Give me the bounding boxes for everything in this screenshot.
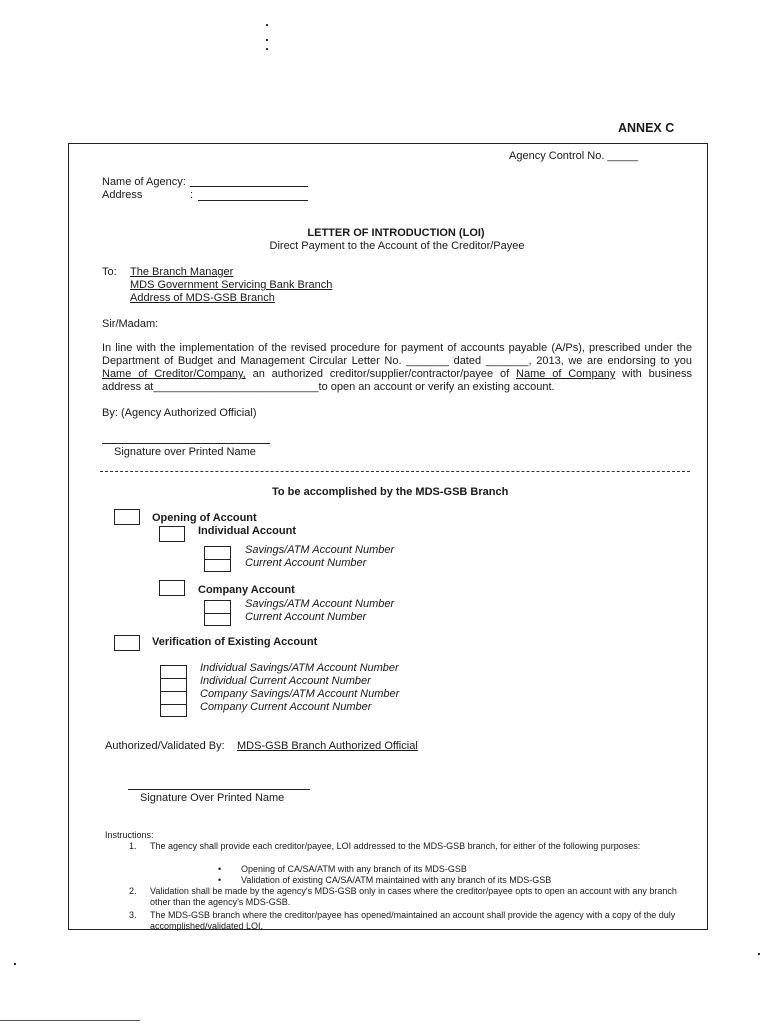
letter-body bbox=[102, 342, 692, 394]
signature-label-1: Signature over Printed Name bbox=[114, 446, 256, 458]
to-line-1: The Branch Manager bbox=[130, 266, 234, 278]
instruction-2: Validation shall be made by the agency's MDS-GSB only in cases where the creditor/payee opts to open an account with any branch other than the agency's MDS-GSB. bbox=[150, 886, 677, 907]
signature-line-1[interactable] bbox=[102, 443, 270, 444]
verify-individual-current-checkbox[interactable] bbox=[160, 678, 187, 691]
verify-individual-current-label: Individual Current Account Number bbox=[200, 675, 371, 687]
individual-account-checkbox[interactable] bbox=[159, 526, 185, 542]
verify-company-savings-label: Company Savings/ATM Account Number bbox=[200, 688, 400, 700]
instruction-number-2: 2. bbox=[129, 886, 137, 896]
verify-individual-savings-checkbox[interactable] bbox=[160, 665, 187, 678]
to-line-3: Address of MDS-GSB Branch bbox=[130, 292, 275, 304]
individual-account-label: Individual Account bbox=[198, 525, 296, 537]
signature-line-2[interactable] bbox=[128, 789, 310, 790]
address-field[interactable] bbox=[198, 200, 308, 201]
individual-savings-checkbox[interactable] bbox=[204, 546, 231, 559]
address-label: Address bbox=[102, 189, 143, 201]
instruction-bullet-2: Validation of existing CA/SA/ATM maintained with any branch of its MDS-GSB bbox=[241, 875, 552, 885]
scan-edge-line bbox=[0, 1020, 140, 1021]
to-label: To: bbox=[102, 266, 117, 278]
individual-savings-label: Savings/ATM Account Number bbox=[245, 544, 395, 556]
company-savings-checkbox[interactable] bbox=[204, 600, 231, 613]
company-savings-label: Savings/ATM Account Number bbox=[245, 598, 395, 610]
company-current-label: Current Account Number bbox=[245, 611, 367, 623]
individual-current-checkbox[interactable] bbox=[204, 559, 231, 572]
branch-section-title: To be accomplished by the MDS-GSB Branch bbox=[272, 486, 509, 498]
verify-company-savings-checkbox[interactable] bbox=[160, 691, 187, 704]
annex-label: ANNEX C bbox=[618, 121, 675, 135]
company-current-checkbox[interactable] bbox=[204, 613, 231, 626]
company-account-checkbox[interactable] bbox=[159, 580, 185, 596]
scan-mark bbox=[266, 39, 268, 41]
verify-company-current-label: Company Current Account Number bbox=[200, 701, 372, 713]
letter-title: LETTER OF INTRODUCTION (LOI) bbox=[307, 227, 485, 239]
instruction-bullet-1: Opening of CA/SA/ATM with any branch of its MDS-GSB bbox=[241, 864, 467, 874]
bullet: • bbox=[218, 875, 222, 885]
agency-control-label: Agency Control No. _____ bbox=[509, 150, 639, 162]
to-line-2: MDS Government Servicing Bank Branch bbox=[130, 279, 333, 291]
verify-company-current-checkbox[interactable] bbox=[160, 704, 187, 717]
authorized-label: Authorized/Validated By: bbox=[105, 740, 225, 752]
instructions-heading: Instructions: bbox=[105, 830, 154, 840]
by-label: By: (Agency Authorized Official) bbox=[102, 407, 257, 419]
company-name-field: Name of Company bbox=[516, 368, 616, 380]
scan-mark bbox=[14, 963, 16, 965]
body-part-1: In line with the implementation of the revised procedure for payment of accounts payable (A/Ps), prescribed under the Department of Budget and Management Circular Letter No. _______ dated _______, 2013, we are endorsing to you bbox=[102, 342, 692, 367]
signature-label-2: Signature Over Printed Name bbox=[140, 792, 285, 804]
instruction-3: The MDS-GSB branch where the creditor/payee has opened/maintained an account shall provide the agency with a copy of the duly accomplished/validated LOI. bbox=[150, 910, 676, 931]
body-part-3: with business address at___________________________to open an account or verify an existing account. bbox=[102, 368, 693, 393]
scan-mark bbox=[266, 48, 268, 50]
scan-mark bbox=[266, 24, 268, 26]
name-of-agency-label: Name of Agency: bbox=[102, 176, 186, 188]
scan-mark bbox=[758, 953, 760, 955]
body-part-2: an authorized creditor/supplier/contractor/payee of bbox=[245, 368, 517, 380]
section-divider bbox=[100, 471, 690, 472]
instruction-number-3: 3. bbox=[129, 910, 137, 920]
opening-of-account-label: Opening of Account bbox=[152, 512, 257, 524]
opening-of-account-checkbox[interactable] bbox=[114, 509, 140, 525]
salutation: Sir/Madam: bbox=[102, 318, 159, 330]
company-account-label: Company Account bbox=[198, 584, 295, 596]
name-of-agency-field[interactable] bbox=[190, 186, 308, 187]
address-colon: : bbox=[190, 189, 194, 201]
verify-individual-savings-label: Individual Savings/ATM Account Number bbox=[200, 662, 399, 674]
letter-subtitle: Direct Payment to the Account of the Creditor/Payee bbox=[269, 240, 525, 252]
instruction-number-1: 1. bbox=[129, 841, 137, 851]
bullet: • bbox=[218, 864, 222, 874]
instruction-1: The agency shall provide each creditor/payee, LOI addressed to the MDS-GSB branch, for either of the following purposes: bbox=[150, 841, 641, 851]
verification-label: Verification of Existing Account bbox=[152, 636, 318, 648]
creditor-name-field: Name of Creditor/Company, bbox=[102, 368, 246, 380]
individual-current-label: Current Account Number bbox=[245, 557, 367, 569]
verification-checkbox[interactable] bbox=[114, 635, 140, 651]
authorized-value: MDS-GSB Branch Authorized Official bbox=[237, 740, 418, 752]
